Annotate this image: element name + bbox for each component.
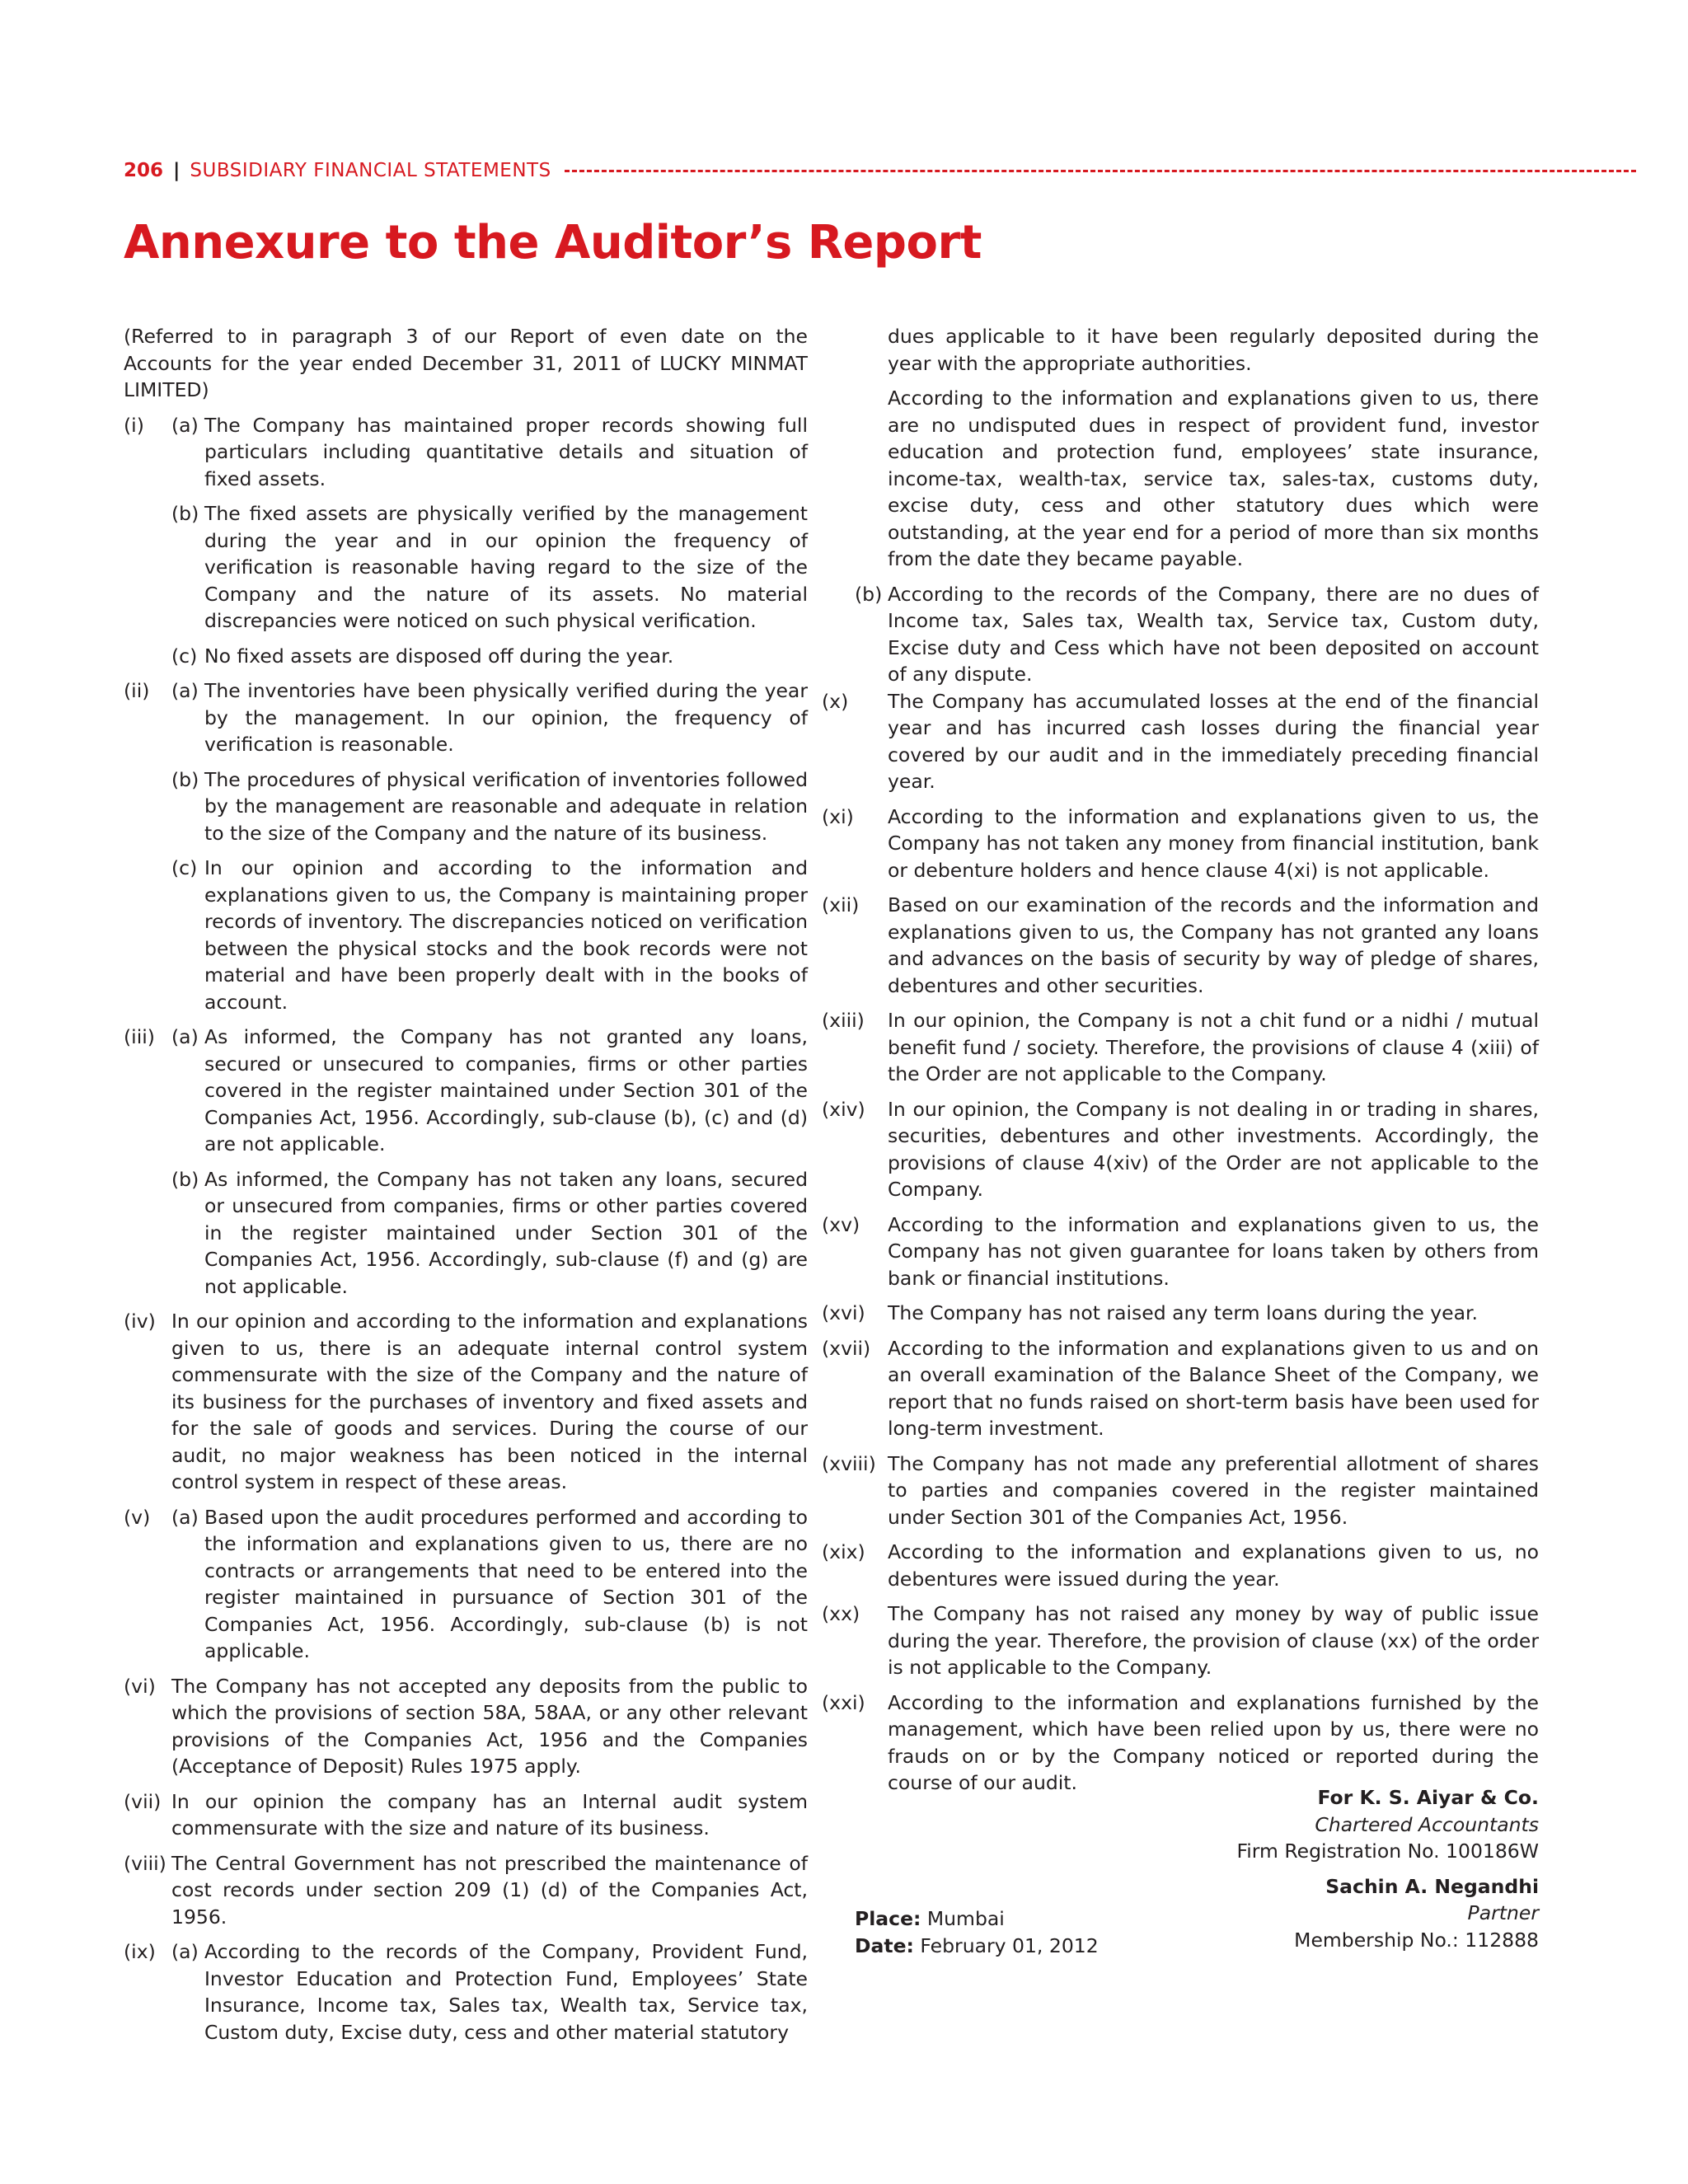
clause-text: In our opinion, the Company is not dealing in or trading in shares, securities, debentures and other investments. Accordingly, the provisions of clause 4(xiv) of the Order are not applicable to the Company. [888, 1097, 1539, 1201]
clause-item [822, 1212, 1539, 1292]
clause-item [822, 892, 1539, 999]
clause-text: The Company has not raised any term loans during the year. [888, 1301, 1479, 1324]
clause-number: (x) [822, 689, 849, 713]
clause-text: The Company has accumulated losses at the end of the financial year and has incurred cash losses during the financial year covered by our audit and in the immediately preceding financial year. [888, 689, 1539, 793]
clause-number: (xv) [822, 1212, 860, 1236]
clause-number: (iii) [124, 1025, 155, 1048]
clause-text: According to the information and explanations given to us, the Company has not taken any money from financial institution, bank or debenture holders and hence clause 4(xi) is not applicable. [888, 804, 1539, 882]
firm-registration: Firm Registration No. 100186W [1236, 1840, 1539, 1863]
clause-number: (xx) [822, 1602, 860, 1625]
clause-body [171, 677, 808, 1015]
clause-item [124, 1673, 808, 1780]
place-label: Place: [855, 1907, 921, 1930]
header-dashed-rule [565, 170, 1636, 172]
clause-ix-b [855, 581, 1539, 688]
clause-text: The Company has not raised any money by way of public issue during the year. Therefore, the provision of clause (xx) of the order is not applicable to the Company. [888, 1602, 1539, 1679]
date-line [855, 1933, 1099, 1960]
clause-text: In our opinion the company has an Internal audit system commensurate with the size and nature of its business. [171, 1789, 808, 1840]
sub-clause [171, 412, 808, 493]
clause-body [171, 1308, 808, 1496]
sub-text: As informed, the Company has not taken any loans, secured or unsecured from companies, firms or other parties covered in the register maintained under Section 301 of the Companies Act, 1956. Accordingly, sub-clause (f) and (g) are not applicable. [204, 1167, 808, 1298]
clause-item [124, 677, 808, 1015]
sub-letter: (a) [171, 413, 199, 437]
sub-clause [171, 1504, 808, 1665]
clause-text: In our opinion, the Company is not a chit fund or a nidhi / mutual benefit fund / society. Therefore, the provisions of clause 4 (xiii) of the Order are not applicable to the Company. [888, 1009, 1539, 1085]
clause-item [124, 1850, 808, 1931]
clause-ix-a-continuation: dues applicable to it have been regularly deposited during the year with the appropriate authorities. [888, 325, 1539, 375]
sub-letter: (a) [171, 1505, 199, 1529]
clause-item [822, 1601, 1539, 1681]
clause-body [171, 1938, 808, 2046]
clause-number: (vi) [124, 1674, 156, 1698]
clause-item [822, 1690, 1539, 1797]
left-column [124, 323, 808, 2054]
clause-item [822, 688, 1539, 795]
sub-text: According to the records of the Company, Provident Fund, Investor Education and Protection Fund, Employees’ State Insurance, Income tax, Sales tax, Wealth tax, Service tax, Custom duty, Excise duty, cess and other material statutory [204, 1940, 808, 2044]
clause-item [822, 1007, 1539, 1088]
sub-clause [171, 643, 808, 670]
membership-number: Membership No.: 112888 [1294, 1928, 1539, 1952]
right-clause-list [822, 688, 1539, 1797]
sub-letter: (b) [855, 582, 883, 606]
clause-text: According to the information and explanations given to us and on an overall examination of the Balance Sheet of the Company, we report that no funds raised on short-term basis have been used for long-term investment. [888, 1336, 1539, 1440]
place-line [855, 1905, 1099, 1933]
date-value: February 01, 2012 [920, 1933, 1099, 1957]
clause-item [124, 1938, 808, 2046]
clause-number: (v) [124, 1505, 151, 1529]
clause-number: (xiii) [822, 1009, 865, 1032]
sub-text: The procedures of physical verification of inventories followed by the management are reasonable and adequate in relation to the size of the Company and the nature of its business. [204, 767, 808, 845]
clause-number: (xvii) [822, 1336, 871, 1360]
clause-body [888, 1539, 1539, 1592]
clause-number: (iv) [124, 1310, 156, 1333]
intro-paragraph: (Referred to in paragraph 3 of our Report of even date on the Accounts for the year ended December 31, 2011 of LUCKY MINMAT LIMITED) [124, 325, 808, 401]
sub-letter: (a) [171, 1025, 199, 1048]
clause-number: (xvi) [822, 1301, 865, 1324]
clause-body [888, 1096, 1539, 1203]
clause-text: According to the information and explanations furnished by the management, which have been relied upon by us, there were no frauds on or by the Company noticed or reported during the course of our audit. [888, 1690, 1539, 1794]
clause-item [822, 1300, 1539, 1327]
clause-text: The Central Government has not prescribed the maintenance of cost records under section 209 (1) (d) of the Companies Act, 1956. [171, 1851, 808, 1929]
clause-item [124, 412, 808, 670]
sub-letter: (a) [171, 679, 199, 702]
clause-item [822, 1451, 1539, 1531]
clause-body [171, 1504, 808, 1665]
clause-number: (ii) [124, 679, 150, 702]
sub-letter: (a) [171, 1940, 199, 1963]
clause-body [888, 688, 1539, 795]
clause-item [822, 804, 1539, 884]
clause-text: According to the information and explanations given to us, the Company has not given guarantee for loans taken by others from bank or financial institutions. [888, 1212, 1539, 1290]
sub-letter: (b) [171, 1167, 199, 1191]
clause-number: (ix) [124, 1940, 156, 1963]
clause-number: (xiv) [822, 1097, 865, 1121]
clause-body [888, 1007, 1539, 1088]
header-separator: | [173, 160, 181, 181]
clause-text: The Company has not accepted any deposits from the public to which the provisions of section 58A, 58AA, or any other relevant provisions of the Companies Act, 1956 and the Companies (Acceptance of Deposit) Rules 1975 apply. [171, 1674, 808, 1778]
section-title: SUBSIDIARY FINANCIAL STATEMENTS [190, 160, 551, 181]
sub-clause [171, 1166, 808, 1301]
sub-letter: (c) [171, 644, 198, 668]
clause-item [822, 1335, 1539, 1442]
sub-clause [171, 500, 808, 635]
place-value: Mumbai [926, 1907, 1005, 1930]
sub-clause [171, 766, 808, 847]
page-number: 206 [124, 160, 164, 181]
clause-item [124, 1788, 808, 1842]
clause-body [888, 892, 1539, 999]
clause-number: (xii) [822, 893, 860, 916]
clause-number: (xix) [822, 1540, 865, 1563]
clause-body [171, 1850, 808, 1931]
clause-item [124, 1308, 808, 1496]
sub-text: Based upon the audit procedures performed and according to the information and explanations given to us, there are no contracts or arrangements that need to be entered into the register maintained in pursuance of Section 301 of the Companies Act, 1956. Accordingly, sub-clause (b) is not applicable. [204, 1505, 808, 1662]
clause-body [888, 804, 1539, 884]
left-clause-list [124, 412, 808, 2046]
clause-ix-continued [855, 323, 1539, 688]
sub-clause [171, 1938, 808, 2046]
clause-body [888, 1601, 1539, 1681]
date-label: Date: [855, 1933, 914, 1957]
clause-body [888, 1300, 1539, 1327]
clause-number: (vii) [124, 1789, 162, 1813]
clause-item [124, 1504, 808, 1665]
clause-body [171, 1673, 808, 1780]
clause-text: In our opinion and according to the information and explanations given to us, there is an adequate internal control system commensurate with the size of the Company and the nature of its business for the purchases of inventory and fixed assets and for the sale of goods and services. During the course of our audit, no major weakness has been noticed in the internal control system in respect of these areas. [171, 1310, 808, 1493]
page-title: Annexure to the Auditor’s Report [124, 216, 982, 269]
sub-text: The Company has maintained proper records showing full particulars including quantitative details and situation of fixed assets. [204, 413, 808, 490]
right-column [822, 323, 1539, 1805]
sub-letter: (c) [171, 856, 198, 879]
signatory-name: Sachin A. Negandhi [1325, 1874, 1539, 1898]
sub-text: No fixed assets are disposed off during the year. [204, 644, 674, 668]
sub-letter: (b) [171, 767, 199, 791]
clause-text: According to the information and explanations given to us, no debentures were issued during the year. [888, 1540, 1539, 1591]
sub-text: As informed, the Company has not granted any loans, secured or unsecured to companies, firms or other parties covered in the register maintained under Section 301 of the Companies Act, 1956. Accordingly, sub-clause (b), (c) and (d) are not applicable. [204, 1025, 808, 1155]
clause-number: (xxi) [822, 1690, 865, 1714]
firm-type: Chartered Accountants [1315, 1812, 1539, 1836]
sub-clause [171, 855, 808, 1015]
clause-text: Based on our examination of the records and the information and explanations given to us, the Company has not granted any loans and advances on the basis of security by way of pledge of shares, debentures and other securities. [888, 893, 1539, 997]
sub-text: According to the records of the Company, there are no dues of Income tax, Sales tax, Wealth tax, Service tax, Custom duty, Excise duty and Cess which have not been deposited on account of any dispute. [888, 582, 1539, 686]
clause-item [822, 1096, 1539, 1203]
firm-name: For K. S. Aiyar & Co. [1317, 1786, 1539, 1809]
clause-body [171, 1788, 808, 1842]
clause-item [822, 1539, 1539, 1592]
sub-clause [171, 677, 808, 758]
sub-text: The inventories have been physically verified during the year by the management. In our opinion, the frequency of verification is reasonable. [204, 679, 808, 756]
sub-text: The fixed assets are physically verified by the management during the year and in our opinion the frequency of verification is reasonable having regard to the size of the Company and the nature of its assets. No material discrepancies were noticed on such physical verification. [204, 502, 808, 632]
clause-text: The Company has not made any preferential allotment of shares to parties and companies covered in the register maintained under Section 301 of the Companies Act, 1956. [888, 1451, 1539, 1529]
clause-number: (xi) [822, 804, 854, 828]
clause-number: (i) [124, 413, 144, 437]
signatory-role: Partner [1467, 1901, 1539, 1924]
page-header [124, 157, 1636, 185]
sub-text: In our opinion and according to the information and explanations given to us, the Company is maintaining proper records of inventory. The discrepancies noticed on verification between the physical stocks and the book records were not material and have been properly dealt with in the books of account. [204, 856, 808, 1014]
clause-number: (xviii) [822, 1451, 876, 1475]
clause-body [888, 1212, 1539, 1292]
clause-body [171, 412, 808, 670]
sub-letter: (b) [171, 502, 199, 525]
place-date-block [855, 1905, 1099, 1959]
clause-number: (viii) [124, 1851, 166, 1875]
clause-body [888, 1690, 1539, 1797]
clause-item [124, 1024, 808, 1300]
sub-clause [171, 1024, 808, 1158]
clause-body [171, 1024, 808, 1300]
clause-ix-a-paragraph: According to the information and explanations given to us, there are no undisputed dues in respect of provident fund, investor education and protection fund, employees’ state insurance, income-tax, wealth-tax, service tax, sales-tax, customs duty, excise duty, cess and other statutory dues which were outstanding, at the year end for a period of more than six months from the date they became payable. [888, 387, 1539, 570]
clause-body [888, 1451, 1539, 1531]
clause-body [888, 1335, 1539, 1442]
